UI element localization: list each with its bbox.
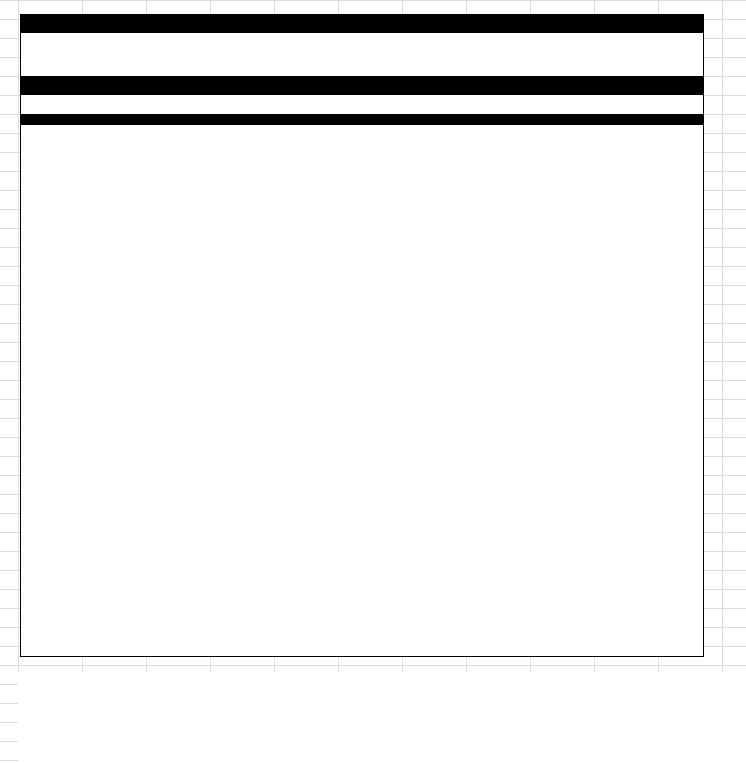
supplement-facts-panel (20, 14, 704, 657)
thick-divider-bottom (21, 15, 703, 33)
thick-divider-top (21, 76, 703, 95)
thick-divider-header (21, 115, 703, 125)
header-row (21, 95, 703, 115)
ingredients-box (18, 672, 746, 763)
